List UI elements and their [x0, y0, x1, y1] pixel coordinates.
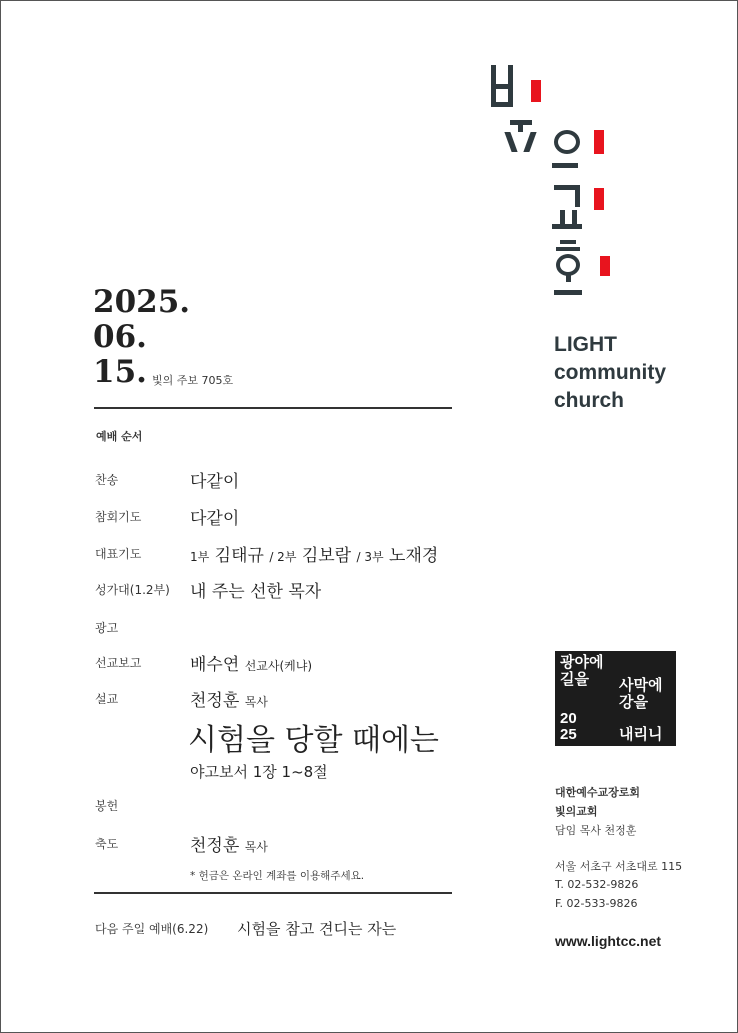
mission-name: 배수연 [190, 655, 240, 675]
slogan-box [555, 651, 676, 746]
preacher-name: 천정훈 [190, 691, 240, 711]
date-month: 06. [93, 319, 147, 355]
next-week-label: 다음 주일 예배(6.22) [95, 922, 209, 936]
brand-line1: LIGHT [554, 333, 617, 356]
label-prayer: 대표기도 [95, 547, 142, 561]
brand-line3: church [554, 389, 625, 412]
value-choir: 내 주는 선한 목자 [190, 582, 322, 602]
value-mission [190, 650, 312, 675]
label-offering: 봉헌 [95, 799, 119, 813]
value-preacher [190, 686, 268, 711]
date-day: 15. [93, 354, 147, 390]
label-repentance: 참회기도 [95, 510, 142, 524]
value-benediction [190, 831, 268, 856]
label-benediction: 축도 [95, 837, 119, 851]
slogan-l2: 길을 [560, 671, 589, 688]
benediction-suffix: 목사 [244, 840, 268, 854]
prayer-name1: 김태규 [214, 546, 264, 566]
prayer-part2: / 2부 [269, 550, 297, 564]
website-link[interactable]: www.lightcc.net [555, 933, 662, 949]
label-announcements: 광고 [95, 621, 119, 635]
church-name: 빛의교회 [555, 805, 598, 818]
telephone: T. 02-532-9826 [555, 878, 639, 891]
label-choir: 성가대(1.2부) [95, 583, 170, 597]
bottom-divider [94, 892, 452, 894]
date-year: 2025. [93, 284, 191, 320]
prayer-part3: / 3부 [356, 550, 384, 564]
slogan-l6: 25 [560, 726, 577, 743]
pastor: 담임 목사 천정훈 [555, 824, 637, 837]
brand-line2: community [554, 361, 667, 384]
label-hymn: 찬송 [95, 473, 119, 487]
brand-name [554, 331, 666, 415]
slogan-l5: 20 [560, 710, 577, 727]
fax: F. 02-533-9826 [555, 897, 638, 910]
slogan-l3: 사막에 [619, 677, 663, 694]
prayer-name3: 노재경 [389, 546, 439, 566]
label-sermon: 설교 [95, 692, 119, 706]
preacher-suffix: 목사 [244, 695, 268, 709]
benediction-name: 천정훈 [190, 836, 240, 856]
value-prayer [190, 541, 438, 566]
value-repentance: 다같이 [190, 509, 240, 529]
mission-suffix: 선교사(케냐) [244, 659, 313, 673]
sermon-title: 시험을 당할 때에는 [188, 723, 439, 758]
slogan-l1: 광야에 [560, 654, 604, 671]
value-hymn: 다같이 [190, 472, 240, 492]
address: 서울 서초구 서초대로 115 [555, 860, 683, 873]
top-divider [94, 407, 452, 409]
label-mission: 선교보고 [95, 656, 142, 670]
next-week-title: 시험을 참고 견디는 자는 [237, 920, 397, 938]
issue-number: 빛의 주보 705호 [152, 374, 234, 387]
order-title: 예배 순서 [96, 430, 143, 443]
slogan-l4: 강을 [619, 694, 648, 711]
prayer-name2: 김보람 [301, 546, 352, 566]
offering-note: * 헌금은 온라인 계좌를 이용해주세요. [190, 870, 365, 882]
scripture: 야고보서 1장 1~8절 [190, 763, 328, 781]
denomination: 대한예수교장로회 [555, 786, 641, 799]
prayer-part1: 1부 [190, 550, 210, 564]
slogan-l7: 내리니 [619, 726, 663, 743]
